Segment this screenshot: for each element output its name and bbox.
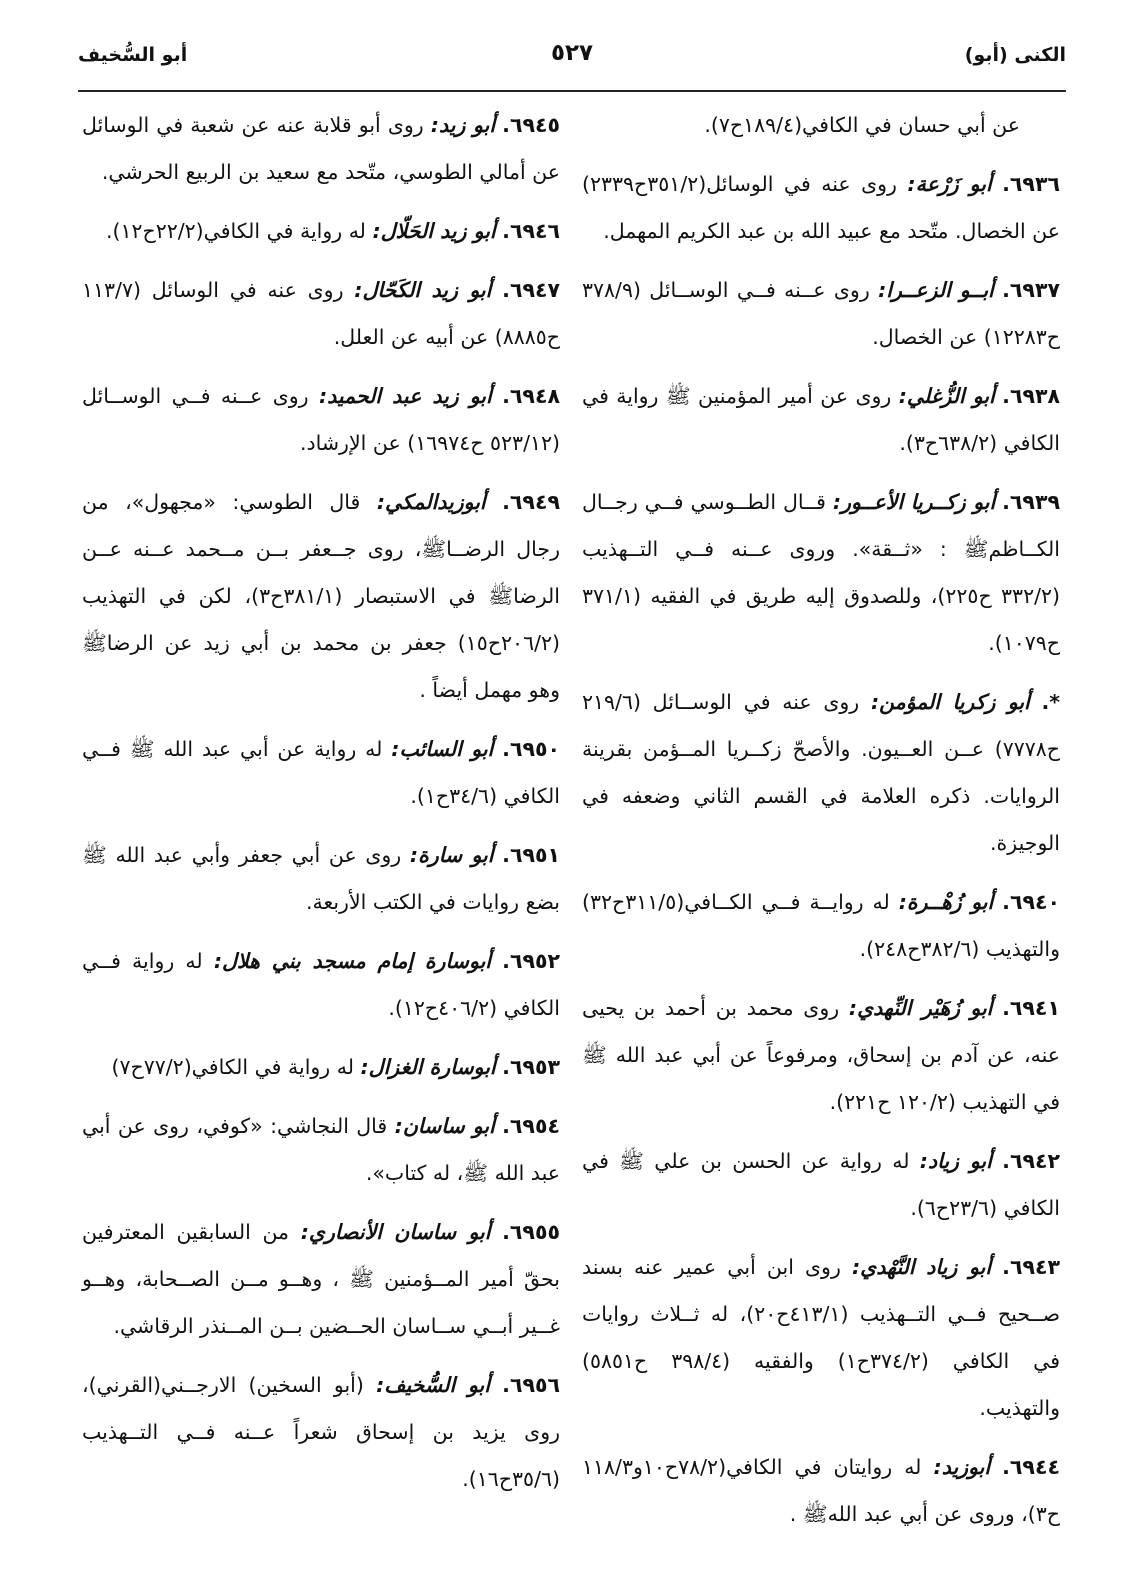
entry-name: أبو ساسان الأنصاري: [300, 1220, 491, 1244]
entry-6950 [82, 726, 560, 820]
entry-name: أبــو الزعــرا: [878, 278, 994, 302]
entry-name: أبو زُهْــرة: [898, 890, 994, 914]
entry-number: ٦٩٤٣. [1002, 1255, 1060, 1279]
entry-text: قال الطوسي: «مجهول»، من رجال الرضــاﷺ، روى جــعفر بــن مــحمد عــنه عــن الرضاﷺ في الاستبصار (٣٨١/١ح٣)، لكن في التهذيب (٢٠٦/٢ح١٥) جعفر بن محمد بن أبي زيد عن الرضاﷺ وهو مهمل أيضاً . [82, 490, 560, 702]
entry-text: روى عنه في الوسائل(٣٥١/٢ح٢٣٣٩) عن الخصال. متّحد مع عبيد الله بن عبد الكريم المهمل. [582, 172, 1060, 243]
entry-name: أبو زُهَيْر النِّهدي: [848, 996, 993, 1020]
entry-number: ٦٩٤٨. [502, 384, 560, 408]
entry-number: *. [1041, 690, 1060, 714]
entry-6948 [82, 373, 560, 467]
entry-text: روى عن أمير المؤمنين ﷺ رواية في الكافي (٦٣٨/٢ح٣). [582, 384, 1060, 455]
entry-text: له رواية فــي الكافي (٤٠٦/٢ح١٢). [82, 949, 560, 1020]
entry-name: أبوزيد: [933, 1455, 991, 1479]
entry-name: أبوسارة الغزال: [360, 1055, 496, 1079]
entry-text: قال النجاشي: «كوفي، روى عن أبي عبد الله ﷺ، له كتاب». [82, 1114, 560, 1185]
entry-number: ٦٩٤٢. [1002, 1149, 1060, 1173]
entry-text: روى محمد بن أحمد بن يحيى عنه، عن آدم بن إسحاق، ومرفوعاً عن أبي عبد الله ﷺ في التهذيب (١٢٠/٢ ح٢٢١). [582, 996, 1060, 1114]
entry-number: ٦٩٤٩. [502, 490, 560, 514]
entry-name: أبو زيد: [430, 113, 496, 137]
entry-6940 [582, 879, 1060, 973]
entry-number: ٦٩٥٤. [502, 1114, 560, 1138]
entry-number: ٦٩٤٤. [1002, 1455, 1060, 1479]
entry-6956 [82, 1362, 560, 1503]
entry-6952 [82, 938, 560, 1032]
entry-text: له روايــة فــي الكــافي(٣١١/٥ح٣٢) والتهذيب (٣٨٢/٦ح٢٤٨). [582, 890, 1060, 961]
entry-6939 [582, 479, 1060, 667]
entry-number: ٦٩٥٠. [502, 737, 560, 761]
entry-text: روى ابن أبي عمير عنه بسند صــحيح فــي التــهذيب (٤١٣/١ح٢٠)، له ثــلاث روايات في الكافي (٣٧٤/٢ح١) والفقيه (٣٩٨/٤ ح٥٨٥١) والتهذيب. [582, 1255, 1060, 1420]
entry-number: ٦٩٥٢. [502, 949, 560, 973]
entry-text: روى عنه في الوسائل (١١٣/٧ ح٨٨٨٥) عن أبيه عن العلل. [82, 278, 560, 349]
header-divider [78, 90, 1066, 92]
page-number: ٥٢٧ [550, 40, 594, 66]
entry-name: أبو زكريا المؤمن: [870, 690, 1030, 714]
entry-6936 [582, 161, 1060, 255]
entry-name: أبو سارة: [409, 843, 494, 867]
entry-name: أبوسارة إمام مسجد بني هلال: [213, 949, 491, 973]
entry-6946 [82, 208, 560, 255]
entry-name: أبو زكــريا الأعــور: [832, 490, 996, 514]
entry-name: أبو زيد الحَلّال: [372, 219, 496, 243]
entry-star [582, 679, 1060, 867]
entry-text: روى عــنه فــي الوســائل (٥٢٣/١٢ ح١٦٩٧٤) عن الإرشاد. [82, 384, 560, 455]
entry-6955 [82, 1209, 560, 1350]
entry-text: له رواية عن أبي عبد الله ﷺ فــي الكافي (٣٤/٦ح١). [82, 737, 560, 808]
entry-6947 [82, 267, 560, 361]
entry-text: روى عــنه فــي الوســائل (٣٧٨/٩ ح١٢٢٨٣) عن الخصال. [582, 278, 1060, 349]
entry-name: أبو السائب: [391, 737, 494, 761]
entry-text: روى عنه في الوســائل (٢١٩/٦ ح٧٧٧٨) عــن العــيون. والأصحّ زكــريا المــؤمن بقرينة الروايات. ذكره العلامة في القسم الثاني وضعفه في الوجيزة. [582, 690, 1060, 855]
entry-name: أبوزيدالمكي: [376, 490, 486, 514]
right-column [582, 102, 1060, 1550]
entry-number: ٦٩٣٨. [1002, 384, 1060, 408]
entry-6942 [582, 1138, 1060, 1232]
entry-text: له روايتان في الكافي(٧٨/٢ح١٠و١١٨/٣ ح٣)، وروى عن أبي عبد اللهﷺ . [582, 1455, 1060, 1526]
left-column [82, 102, 560, 1515]
entry-text: قــال الطــوسي فــي رجــال الكــاظمﷺ : «ثــقة». وروى عــنه فــي التــهذيب (٣٣٢/٢ ح٢٢٥)، وللصدوق إليه طريق في الفقيه (٣٧١/١ ح١٠٧٩). [582, 490, 1060, 655]
entry-number: ٦٩٥٥. [502, 1220, 560, 1244]
entry-6949 [82, 479, 560, 714]
entry-6938 [582, 373, 1060, 467]
entry-6945 [82, 102, 560, 196]
header-running-title: أبو السُّخيف [78, 44, 188, 66]
entry-name: أبو الزُّغلي: [898, 384, 995, 408]
entry-6937 [582, 267, 1060, 361]
entry-number: ٦٩٣٩. [1002, 490, 1060, 514]
entry-number: ٦٩٣٧. [1002, 278, 1060, 302]
entry-text: له رواية في الكافي(٢٢/٢ح١٢). [105, 219, 366, 243]
entry-name: أبو زَرْعة: [907, 172, 992, 196]
entry-number: ٦٩٤٦. [502, 219, 560, 243]
entry-number: ٦٩٣٦. [1002, 172, 1060, 196]
entry-text: روى عن أبي جعفر وأبي عبد الله ﷺ بضع روايات في الكتب الأربعة. [82, 843, 560, 914]
entry-text: (أبو السخين) الارجــني(القرني)، روى يزيد بن إسحاق شعراً عــنه فــي التــهذيب (٣٥/٦ح١٦). [82, 1373, 560, 1491]
entry-text: له رواية عن الحسن بن علي ﷺ في الكافي (٢٣/٦ح٦). [582, 1149, 1060, 1220]
entry-name: أبو زيد الكَحّال: [354, 278, 492, 302]
header-section-title: الكنى (أبو) [964, 44, 1066, 66]
entry-name: أبو زياد: [919, 1149, 992, 1173]
entry-number: ٦٩٥٦. [502, 1373, 560, 1397]
entry-6951 [82, 832, 560, 926]
entry-number: ٦٩٤٥. [502, 113, 560, 137]
entry-name: أبو السُّخيف: [376, 1373, 490, 1397]
entry-text: روى أبو قلابة عنه عن شعبة في الوسائل عن أمالي الطوسي، متّحد مع سعيد بن الربيع الحرشي. [82, 113, 560, 184]
entry-number: ٦٩٤٠. [1002, 890, 1060, 914]
entry-number: ٦٩٥١. [502, 843, 561, 867]
entry-text: له رواية في الكافي(٧٧/٢ح٧) [111, 1055, 354, 1079]
entry-number: ٦٩٤١. [1002, 996, 1060, 1020]
entry-6943 [582, 1244, 1060, 1432]
entry-6954 [82, 1103, 560, 1197]
entry-text: من السابقين المعترفين بحقّ أمير المــؤمنين ﷺ ، وهــو مــن الصــحابة، وهــو غــير أبــي ســاسان الحــضين بــن المــنذر الرقاشي. [82, 1220, 560, 1338]
entry-number: ٦٩٥٣. [502, 1055, 560, 1079]
continuation-text: عن أبي حسان في الكافي(١٨٩/٤ح٧). [704, 113, 1020, 137]
entry-6944 [582, 1444, 1060, 1538]
entry-6953 [82, 1044, 560, 1091]
entry-6941 [582, 985, 1060, 1126]
entry-name: أبو زيد عبد الحميد: [318, 384, 492, 408]
entry-name: أبو زياد النَّهْدي: [851, 1255, 992, 1279]
entry-number: ٦٩٤٧. [502, 278, 561, 302]
entry-name: أبو ساسان: [394, 1114, 495, 1138]
